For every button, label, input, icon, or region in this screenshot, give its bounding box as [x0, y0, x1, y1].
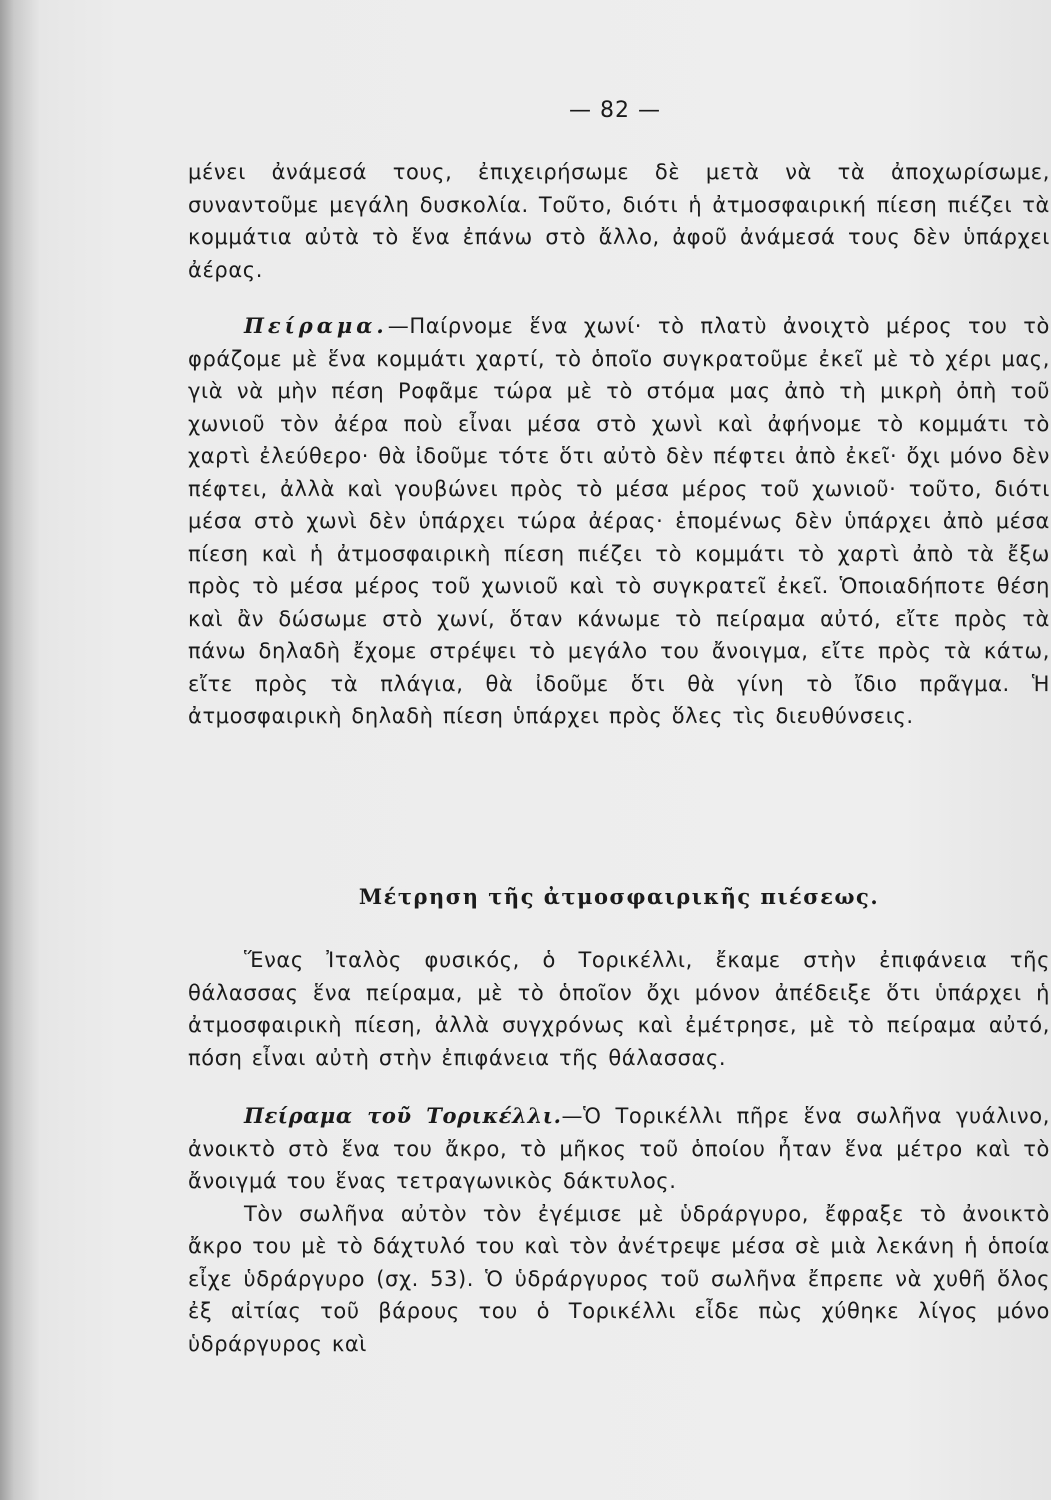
text-block-bottom [188, 944, 1050, 1360]
text-block-top [188, 156, 1050, 733]
paragraph-tube-procedure: Τὸν σωλῆνα αὐτὸν τὸν ἐγέμισε μὲ ὑδράργυρο, ἔφραξε τὸ ἀνοικτὸ ἄκρο του μὲ τὸ δάχτυλό του καὶ τὸν ἀνέτρεψε μέσα σὲ μιὰ λεκάνη ἡ ὁποία εἶχε ὑδράργυρο (σχ. 53). Ὁ ὑδράργυρος τοῦ σωλῆνα ἔπρεπε νὰ χυθῆ ὅλος ἐξ αἰτίας τοῦ βάρους του ὁ Τορικέλλι εἶδε πὼς χύθηκε λίγος μόνο ὑδράργυρος καὶ [188, 1201, 1050, 1356]
torricelli-text: —Ὁ Τορικέλλι πῆρε ἕνα σωλῆνα γυάλινο, ἀνοικτὸ στὸ ἕνα του ἄκρο, τὸ μῆκος τοῦ ὁποίου ἦταν ἕνα μέτρο καὶ τὸ ἄνοιγμά του ἕνας τετραγωνικὸς δάκτυλος. [188, 1104, 1050, 1193]
paragraph-torricelli-experiment [188, 1100, 1050, 1198]
experiment-text: —Παίρνομε ἕνα χωνί· τὸ πλατὺ ἀνοιχτὸ μέρος του τὸ φράζομε μὲ ἕνα κομμάτι χαρτί, τὸ ὁποῖο συγκρατοῦμε ἐκεῖ μὲ τὸ χέρι μας, γιὰ νὰ μὴν πέση Ροφᾶμε τώρα μὲ τὸ στόμα μας ἀπὸ τὴ μικρὴ ὀπὴ τοῦ χωνιοῦ τὸν ἀέρα ποὺ εἶναι μέσα στὸ χωνὶ καὶ ἀφήνομε τὸ κομμάτι τὸ χαρτὶ ἐλεύθερο· θὰ ἰδοῦμε τότε ὅτι αὐτὸ δὲν πέφτει ἀπὸ ἐκεῖ· ὄχι μόνο δὲν πέφτει, ἀλλὰ καὶ γουβώνει πρὸς τὸ μέσα μέρος τοῦ χωνιοῦ· τοῦτο, διότι μέσα στὸ χωνὶ δὲν ὑπάρχει τώρα ἀέρας· ἑπομένως δὲν ὑπάρχει ἀπὸ μέσα πίεση καὶ ἡ ἀτμοσφαιρικὴ πίεση πιέζει τὸ κομμάτι τὸ χαρτὶ ἀπὸ τὰ ἔξω πρὸς τὸ μέσα μέρος τοῦ χωνιοῦ καὶ τὸ συγκρατεῖ ἐκεῖ. Ὁποιαδήποτε θέση καὶ ἂν δώσωμε στὸ χωνί, ὅταν κάνωμε τὸ πείραμα αὐτό, εἴτε πρὸς τὰ πάνω δηλαδὴ ἔχομε στρέψει τὸ μεγάλο του ἄνοιγμα, εἴτε πρὸς τὰ κάτω, εἴτε πρὸς τὰ πλάγια, θὰ ἰδοῦμε ὅτι θὰ γίνη τὸ ἴδιο πρᾶγμα. Ἡ ἀτμοσφαιρικὴ δηλαδὴ πίεση ὑπάρχει πρὸς ὅλες τὶς διευθύνσεις. [188, 314, 1050, 728]
page-number: — 82 — [569, 98, 661, 123]
paragraph-torricelli-intro: Ἕνας Ἰταλὸς φυσικός, ὁ Τορικέλλι, ἔκαμε στὴν ἐπιφάνεια τῆς θάλασσας ἕνα πείραμα, μὲ τὸ ὁποῖον ὄχι μόνον ἀπέδειξε ὅτι ὑπάρχει ἡ ἀτμοσφαιρικὴ πίεση, ἀλλὰ συγχρόνως καὶ ἐμέτρησε, μὲ τὸ πείραμα αὐτό, πόση εἶναι αὐτὴ στὴν ἐπιφάνεια τῆς θάλασσας. [188, 948, 1050, 1070]
paragraph-experiment [188, 310, 1050, 733]
section-heading: Μέτρηση τῆς ἀτμοσφαιρικῆς πιέσεως. [358, 884, 880, 909]
experiment-term: Πείραμα. [244, 313, 388, 338]
torricelli-term: Πείραμα τοῦ Τορικέλλι. [244, 1103, 562, 1128]
paragraph-continuation: μένει ἀνάμεσά τους, ἐπιχειρήσωμε δὲ μετὰ νὰ τὰ ἀποχωρίσωμε, συναντοῦμε μεγάλη δυσκολία. Τοῦτο, διότι ἡ ἀτμοσφαιρική πίεση πιέζει τὰ κομμάτια αὐτὰ τὸ ἕνα ἐπάνω στὸ ἄλλο, ἀφοῦ ἀνάμεσά τους δὲν ὑπάρχει ἀέρας. [188, 160, 1050, 282]
